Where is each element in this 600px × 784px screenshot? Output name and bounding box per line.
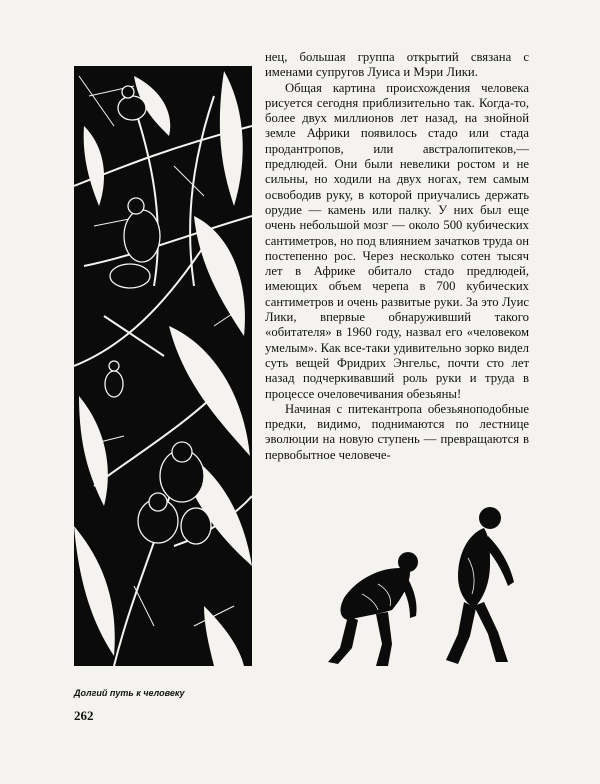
jungle-apes-illustration [74,66,252,666]
hominid-evolution-illustration [318,498,528,676]
paragraph-1: нец, большая группа открытий связана с именами супругов Луиса и Мэри Лики. [265,50,529,80]
body-text-column [265,50,529,463]
paragraph-2: Общая картина происхождения человека рисуется сегодня приблизительно так. Когда-то, более двух миллионов лет назад, на знойной земле Африки появилось стадо или стада продантропов, или австралопитеков,— предлюдей. Они были невелики ростом и не сильны, но ходили на двух ногах, тем самым освободив руку, в которой приучались держать орудие — камень или палку. У них был еще очень небольшой мозг — около 500 кубических сантиметров, но под влиянием зачатков труда он постепенно рос. Через несколько сотен тысяч лет в Африке обитало стадо предлюдей, имеющих объем черепа в 700 кубических сантиметров и очень развитые руки. За это Луис Лики, впервые обнаруживший такого «обитателя» в 1960 году, назвал его «человеком умелым». Как все-таки удивительно зорко видел суть вещей Фридрих Энгельс, почти сто лет назад подчеркивавший роль руки и труда в процессе очеловечивания обезьяны! [265,80,529,401]
page-number: 262 [74,708,94,723]
paragraph-3: Начиная с питекантропа обезьяноподобные предки, видимо, поднимаются по лестнице эволюции на новую ступень — превращаются в первобытное человече- [265,401,529,462]
running-caption: Долгий путь к человеку [74,688,185,698]
